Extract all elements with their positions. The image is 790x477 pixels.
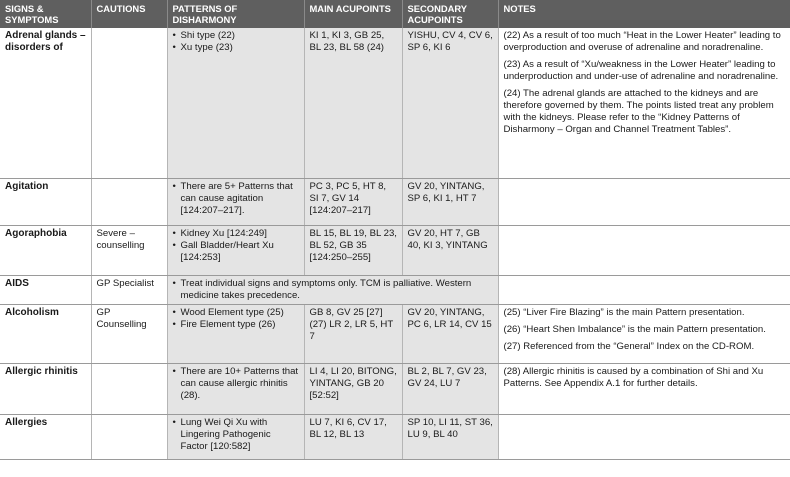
patterns-cell <box>167 28 304 179</box>
sign-cell: AIDS <box>0 276 91 305</box>
merged-treatment-cell <box>167 276 498 305</box>
table-header-row <box>0 0 790 28</box>
header-cautions: CAUTIONS <box>91 0 167 28</box>
header-secondary-acupoints: SECONDARY ACUPOINTS <box>402 0 498 28</box>
caution-cell <box>91 179 167 226</box>
note-text: (28) Allergic rhinitis is caused by a combination of Shi and Xu Patterns. See Appendix A.1 for further details. <box>503 366 764 389</box>
table-row <box>0 364 790 415</box>
sign-cell: Agitation <box>0 179 91 226</box>
sign-cell: Allergic rhinitis <box>0 364 91 415</box>
caution-cell: GP Specialist <box>91 276 167 305</box>
sign-cell: Alcoholism <box>0 305 91 364</box>
patterns-cell <box>167 226 304 276</box>
pattern-item: • Lung Wei Qi Xu with Lingering Pathogenic Factor [120:582] <box>173 417 300 453</box>
main-acupoints-cell: LI 4, LI 20, BITONG, YINTANG, GB 20 [52:52] <box>304 364 402 415</box>
notes-cell <box>498 276 790 305</box>
patterns-cell <box>167 415 304 460</box>
sign-cell: Allergies <box>0 415 91 460</box>
pattern-item: • Wood Element type (25) <box>173 307 300 319</box>
table-row <box>0 305 790 364</box>
header-signs: SIGNS & SYMPTOMS <box>0 0 91 28</box>
treatment-note: • Treat individual signs and symptoms only. TCM is palliative. Western medicine takes precedence. <box>173 278 494 302</box>
table-row <box>0 415 790 460</box>
caution-cell <box>91 28 167 179</box>
header-main-acupoints: MAIN ACUPOINTS <box>304 0 402 28</box>
secondary-acupoints-cell: GV 20, YINTANG, PC 6, LR 14, CV 15 <box>402 305 498 364</box>
note-text: (27) Referenced from the “General” Index on the CD-ROM. <box>503 341 755 352</box>
sign-cell: Adrenal glands – disorders of <box>0 28 91 179</box>
patterns-cell <box>167 179 304 226</box>
pattern-item: • There are 10+ Patterns that can cause allergic rhinitis (28). <box>173 366 300 402</box>
note-text: (23) As a result of “Xu/weakness in the Lower Heater” leading to underproduction and under-use of adrenaline and noradrenaline. <box>503 59 779 82</box>
table-row <box>0 226 790 276</box>
note-text: (26) “Heart Shen Imbalance” is the main Pattern presentation. <box>503 324 766 335</box>
main-acupoints-cell: LU 7, KI 6, CV 17, BL 12, BL 13 <box>304 415 402 460</box>
main-acupoints-cell: BL 15, BL 19, BL 23, BL 52, GB 35 [124:250–255] <box>304 226 402 276</box>
main-acupoints-cell: KI 1, KI 3, GB 25, BL 23, BL 58 (24) <box>304 28 402 179</box>
main-acupoints-cell: GB 8, GV 25 [27] (27) LR 2, LR 5, HT 7 <box>304 305 402 364</box>
caution-cell <box>91 415 167 460</box>
pattern-item: • Shi type (22) <box>173 30 300 42</box>
note-text: (25) “Liver Fire Blazing” is the main Pattern presentation. <box>503 307 745 318</box>
header-notes: NOTES <box>498 0 790 28</box>
pattern-item: • There are 5+ Patterns that can cause agitation [124:207–217]. <box>173 181 300 217</box>
pattern-item: • Kidney Xu [124:249] <box>173 228 300 240</box>
note-text: (24) The adrenal glands are attached to the kidneys and are therefore governed by them. The points listed treat any problem with the kidneys. Please refer to the “Kidney Patterns of Disharmony – Organ and Channel Treatment Tables”. <box>503 88 774 135</box>
patterns-cell <box>167 364 304 415</box>
notes-cell <box>498 364 790 415</box>
patterns-cell <box>167 305 304 364</box>
notes-cell <box>498 28 790 179</box>
table-row <box>0 276 790 305</box>
sign-cell: Agoraphobia <box>0 226 91 276</box>
notes-cell <box>498 179 790 226</box>
notes-cell <box>498 415 790 460</box>
secondary-acupoints-cell: SP 10, LI 11, ST 36, LU 9, BL 40 <box>402 415 498 460</box>
secondary-acupoints-cell: GV 20, YINTANG, SP 6, KI 1, HT 7 <box>402 179 498 226</box>
secondary-acupoints-cell: YISHU, CV 4, CV 6, SP 6, KI 6 <box>402 28 498 179</box>
table-row <box>0 179 790 226</box>
header-patterns: PATTERNS OF DISHARMONY <box>167 0 304 28</box>
caution-cell: Severe – counselling <box>91 226 167 276</box>
secondary-acupoints-cell: BL 2, BL 7, GV 23, GV 24, LU 7 <box>402 364 498 415</box>
pattern-item: • Xu type (23) <box>173 42 300 54</box>
secondary-acupoints-cell: GV 20, HT 7, GB 40, KI 3, YINTANG <box>402 226 498 276</box>
pattern-item: • Gall Bladder/Heart Xu [124:253] <box>173 240 300 264</box>
notes-cell <box>498 305 790 364</box>
notes-cell <box>498 226 790 276</box>
note-text: (22) As a result of too much “Heat in the Lower Heater” leading to overproduction and overuse of adrenaline and noradrenaline. <box>503 30 781 53</box>
caution-cell <box>91 364 167 415</box>
caution-cell: GP Counselling <box>91 305 167 364</box>
table-row <box>0 28 790 179</box>
pattern-item: • Fire Element type (26) <box>173 319 300 331</box>
main-acupoints-cell: PC 3, PC 5, HT 8, SI 7, GV 14 [124:207–217] <box>304 179 402 226</box>
